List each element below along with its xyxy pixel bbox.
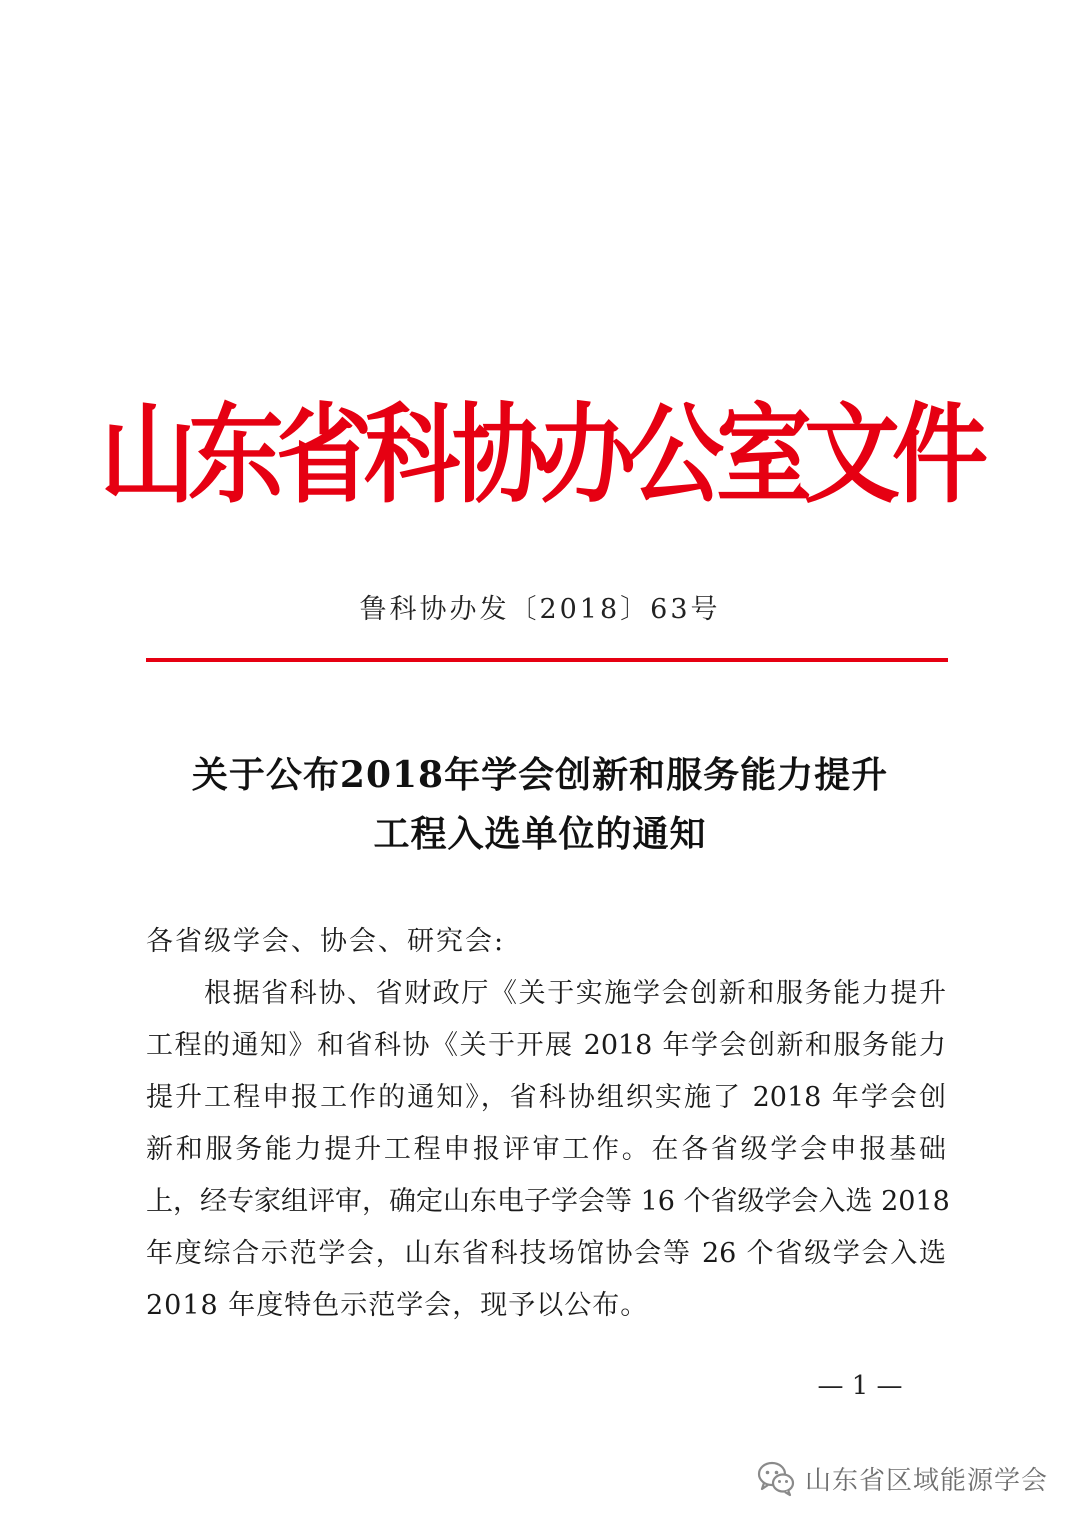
notice-title-line-2: 工程入选单位的通知 <box>373 813 707 855</box>
body-line: 工程的通知》和省科协《关于开展 2018 年学会创新和服务能力 <box>146 1030 946 1061</box>
body-line: 提升工程申报工作的通知》，省科协组织实施了 2018 年学会创 <box>146 1082 946 1113</box>
document-number: 鲁科协办发〔2018〕63号 <box>359 594 721 625</box>
salutation: 各省级学会、协会、研究会: <box>146 926 506 957</box>
body-line: 根据省科协、省财政厅《关于实施学会创新和服务能力提升 <box>204 978 946 1009</box>
body-line: 上，经专家组评审，确定山东电子学会等 16 个省级学会入选 2018 <box>146 1186 950 1217</box>
wechat-icon <box>755 1457 797 1499</box>
notice-title-line-1: 关于公布2018年学会创新和服务能力提升 <box>191 754 889 796</box>
body-line: 新和服务能力提升工程申报评审工作。在各省级学会申报基础 <box>146 1134 946 1165</box>
page-number: — 1 — <box>817 1371 903 1401</box>
body-line: 年度综合示范学会，山东省科技场馆协会等 26 个省级学会入选 <box>146 1238 946 1269</box>
body-line: 2018 年度特色示范学会，现予以公布。 <box>146 1290 649 1321</box>
red-divider <box>146 658 948 662</box>
watermark-text: 山东省区域能源学会 <box>805 1465 1049 1496</box>
source-watermark <box>755 1453 1048 1503</box>
masthead-title: 山东省科协办公室文件 <box>100 392 980 518</box>
